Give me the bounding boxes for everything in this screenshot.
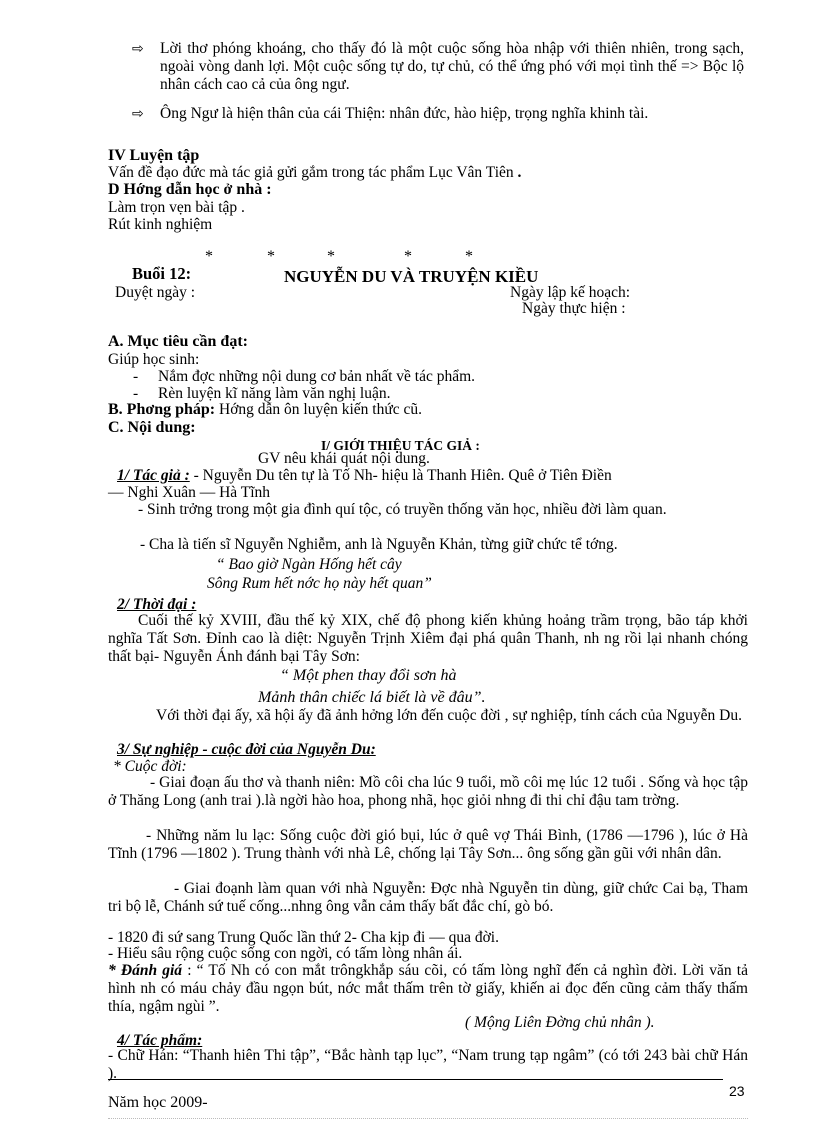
method-label: B. Phơng pháp: bbox=[108, 401, 216, 418]
arrow-icon: ⇨ bbox=[132, 41, 144, 57]
homework-line: Rút kinh nghiệm bbox=[108, 216, 213, 233]
practice-text bbox=[108, 164, 748, 182]
bullet-text: Ông Ngư là hiện thân của cái Thiện: nhân đức, hào hiệp, trọng nghĩa khinh tài. bbox=[160, 105, 649, 122]
footer-year: Năm học 2009- bbox=[108, 1094, 208, 1111]
separator-star: * bbox=[327, 248, 335, 265]
author-verse: “ Bao giờ Ngàn Hống hết cây bbox=[216, 556, 402, 573]
bullet-item bbox=[132, 105, 744, 123]
page-number: 23 bbox=[729, 1083, 745, 1099]
career-para: - Những năm lu lạc: Sống cuộc đời gió bụi, lúc ở quê vợ Thái Bình, (1786 —1796 ), lúc ở Hà Tĩnh (1796 —1802 ). Trung thành với nhà Lê, chống lại Tây Sơn... ông sống gần gũi với nhân dân. bbox=[108, 827, 748, 862]
bullet-text: Lời thơ phóng khoáng, cho thấy đó là một cuộc sống hòa nhập với thiên nhiên, trong sạch, ngoài vòng danh lợi. Một cuộc sống tự do, tự chủ, có thể ứng phó với mọi tình thế => Bộc lộ nhân cách cao cả của ông ngư. bbox=[160, 40, 744, 93]
career-sub: * Cuộc đời: bbox=[113, 758, 187, 775]
objective-item: Rèn luyện kĩ năng làm văn nghị luận. bbox=[158, 385, 391, 402]
author-line-2: — Nghi Xuân — Hà Tĩnh bbox=[108, 484, 271, 501]
bullet-item bbox=[132, 40, 744, 94]
footer-dotted-line bbox=[108, 1118, 748, 1119]
author-para: - Sinh trởng trong một gia đình quí tộc, có truyền thống văn học, nhiều đời làm quan. bbox=[138, 501, 667, 518]
era-verse: “ Một phen thay đổi sơn hà bbox=[280, 667, 457, 684]
separator-star: * bbox=[404, 248, 412, 265]
session-label: Buổi 12: bbox=[132, 264, 192, 283]
footer-rule bbox=[108, 1079, 723, 1080]
career-eval bbox=[108, 962, 748, 1016]
arrow-icon: ⇨ bbox=[132, 106, 144, 122]
objective-item: Nắm đợc những nội dung cơ bản nhất về tác phẩm. bbox=[158, 368, 476, 385]
author-line-1 bbox=[117, 467, 748, 485]
objective-dash: - bbox=[133, 385, 139, 402]
page-title: NGUYỄN DU VÀ TRUYỆN KIỀU bbox=[284, 267, 539, 286]
career-heading: 3/ Sự nghiệp - cuộc đời của Nguyễn Du: bbox=[117, 741, 376, 758]
author-heading: 1/ Tác giả : bbox=[117, 467, 190, 484]
author-verse: Sông Rum hết nớc họ này hết quan” bbox=[207, 575, 432, 592]
method-text: Hớng dẫn ôn luyện kiến thức cũ. bbox=[215, 401, 422, 418]
plan-date: Ngày lập kế hoạch: bbox=[510, 284, 631, 301]
method-line bbox=[108, 401, 748, 419]
content-heading: C. Nội dung: bbox=[108, 419, 196, 436]
eval-source: ( Mộng Liên Đờng chủ nhân ). bbox=[465, 1014, 655, 1031]
approved-date: Duyệt ngày : bbox=[115, 284, 196, 301]
separator-star: * bbox=[205, 248, 213, 265]
author-text: - Nguyễn Du tên tự là Tố Nh- hiệu là Thanh Hiên. Quê ở Tiên Điền bbox=[189, 467, 612, 484]
part-title: I/ GIỚI THIỆU TÁC GIẢ : bbox=[321, 438, 480, 453]
career-para: - 1820 đi sứ sang Trung Quốc lần thứ 2- Cha kịp đi — qua đời. bbox=[108, 929, 499, 946]
practice-text-end: . bbox=[513, 164, 522, 181]
gv-note: GV nêu khái quát nội dung. bbox=[258, 450, 430, 467]
objectives-heading: A. Mục tiêu cần đạt: bbox=[108, 333, 248, 350]
exec-date: Ngày thực hiện : bbox=[522, 300, 626, 317]
practice-heading: IV Luyện tập bbox=[108, 147, 200, 164]
separator-star: * bbox=[465, 248, 473, 265]
era-para: Cuối thế kỷ XVIII, đầu thế kỷ XIX, chế độ phong kiến khủng hoảng trầm trọng, bão táp khởi nghĩa Tất Sơn. Đỉnh cao là diệt: Nguyễn Trịnh Xiêm đại phá quân Thanh, nh ng rồi lại nhanh chóng thất bại- Nguyễn Ánh đánh bại Tây Sơn: bbox=[108, 612, 748, 665]
era-verse: Mảnh thân chiếc lá biết là về đâu”. bbox=[258, 689, 486, 706]
era-para: Với thời đại ấy, xã hội ấy đã ảnh hởng lớn đến cuộc đời , sự nghiệp, tính cách của Nguyễn Du. bbox=[156, 707, 743, 724]
works-para: - Chữ Hán: “Thanh hiên Thi tập”, “Bắc hành tạp lục”, “Nam trung tạp ngâm” (có tới 243 bài chữ Hán ). bbox=[108, 1047, 748, 1082]
career-para: - Giai đoạn ấu thơ và thanh niên: Mồ côi cha lúc 9 tuổi, mồ côi mẹ lúc 12 tuổi . Sống và học tập ở Thăng Long (anh trai ).là ngời hào hoa, phong nhã, học giỏi nhng đi thi chỉ đậu tam trờng. bbox=[108, 774, 748, 809]
objectives-intro: Giúp học sinh: bbox=[108, 351, 200, 368]
homework-line: Làm trọn vẹn bài tập . bbox=[108, 199, 245, 216]
objective-dash: - bbox=[133, 368, 139, 385]
eval-text: : “ Tố Nh có con mắt trôngkhắp sáu cõi, có tấm lòng nghĩ đến cả nghìn đời. Lời văn tả hình nh có máu chảy đầu ngọn bút, nớc mắt thấm trên tờ giấy, khiến ai đọc đến cũng cảm thấy thấm thía, ngậm ngùi ”. bbox=[108, 962, 748, 1015]
author-para: - Cha là tiến sĩ Nguyễn Nghiễm, anh là Nguyễn Khản, từng giữ chức tể tớng. bbox=[140, 536, 618, 553]
practice-text-main: Vấn đề đạo đức mà tác giả gửi gắm trong tác phẩm Lục Vân Tiên bbox=[108, 164, 514, 181]
works-heading: 4/ Tác phẩm: bbox=[117, 1032, 203, 1049]
era-heading: 2/ Thời đại : bbox=[117, 596, 197, 613]
homework-heading: D Hớng dẫn học ở nhà : bbox=[108, 181, 272, 198]
career-para: - Hiểu sâu rộng cuộc sống con ngời, có tấm lòng nhân ái. bbox=[108, 945, 463, 962]
career-para: - Giai đoạnh làm quan với nhà Nguyễn: Đợc nhà Nguyễn tin dùng, giữ chức Cai bạ, Tham tri bộ lễ, Chánh sứ tuế cống...nhng ông vẫn cảm thấy bất đắc chí, gò bó. bbox=[108, 880, 748, 915]
eval-label: * Đánh giá bbox=[108, 962, 183, 979]
separator-star: * bbox=[267, 248, 275, 265]
